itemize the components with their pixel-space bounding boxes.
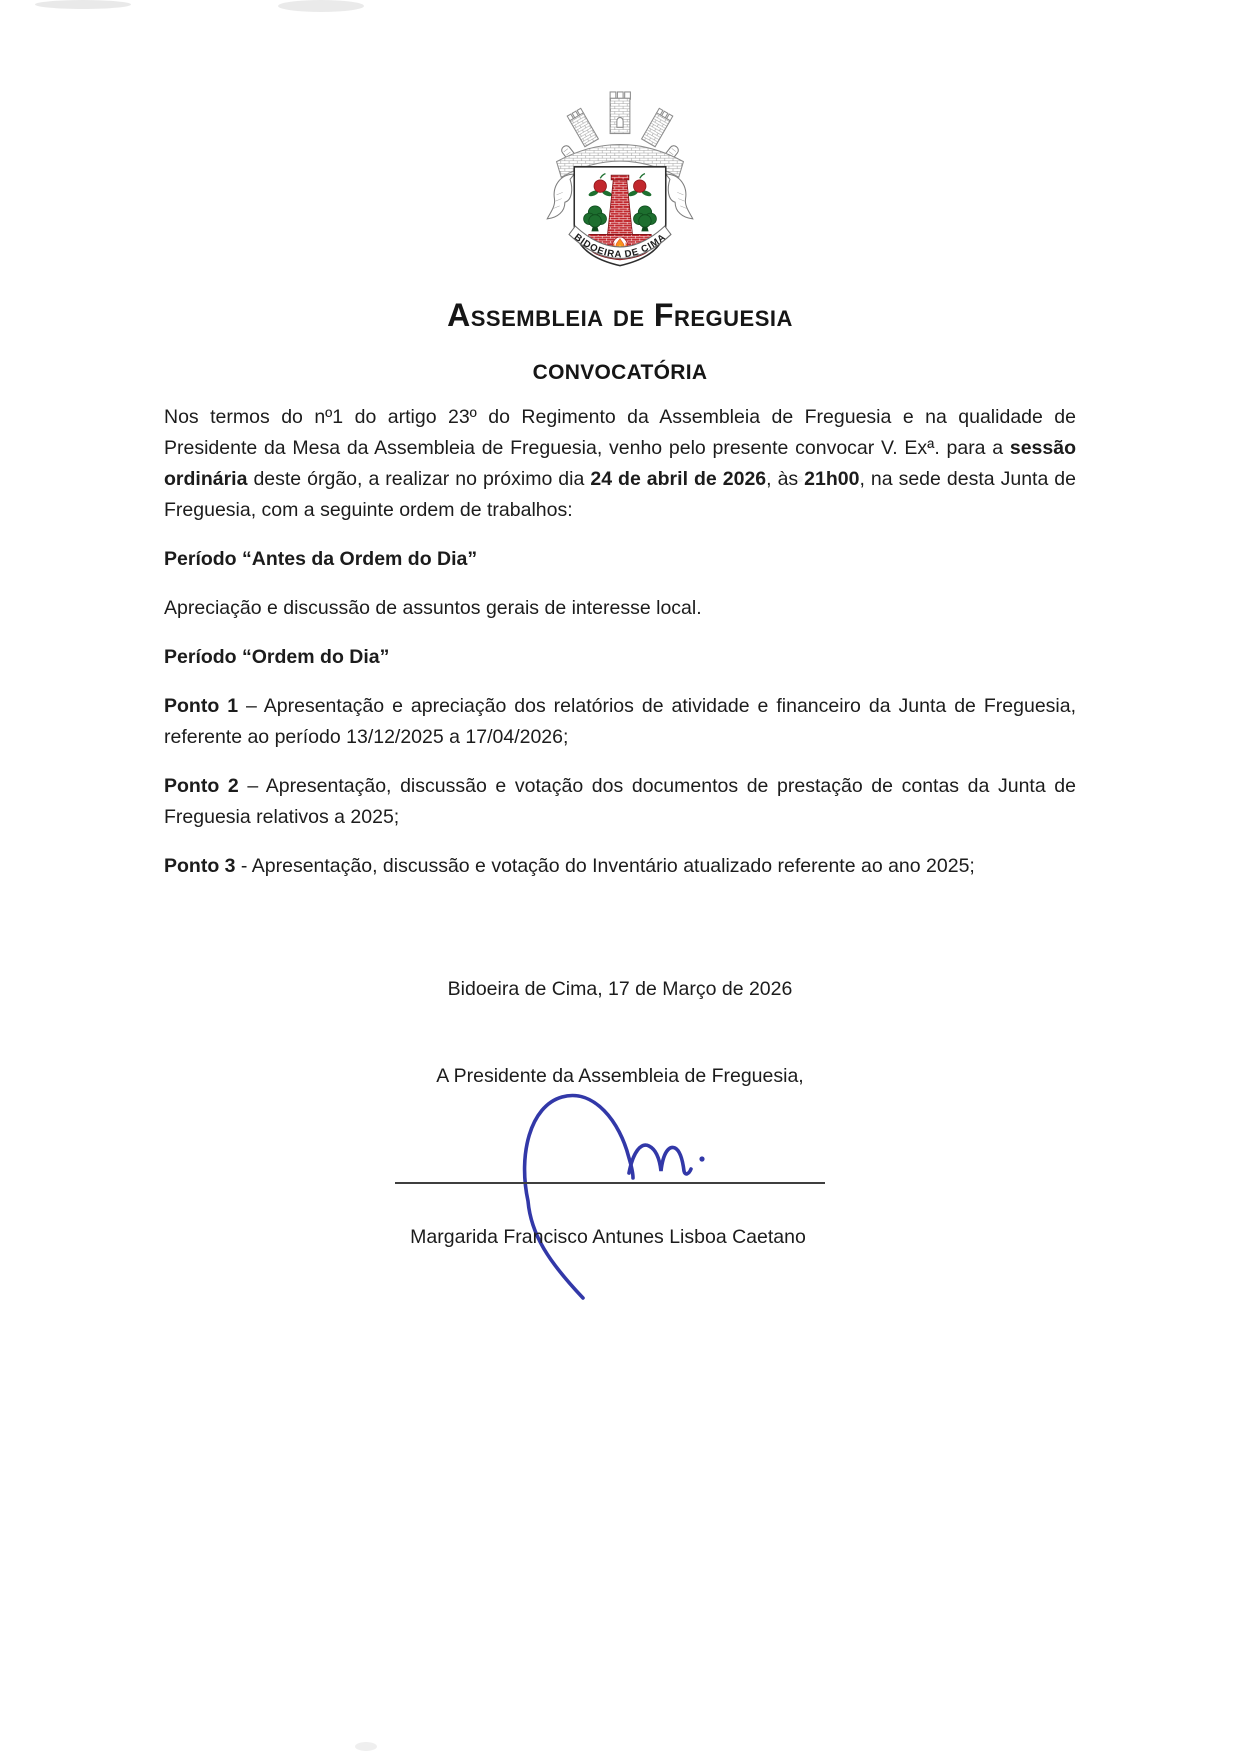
bold-run: Período “Antes da Ordem do Dia”: [164, 548, 478, 570]
bold-run: 21h00: [804, 468, 860, 490]
bold-run: Período “Ordem do Dia”: [164, 646, 390, 668]
signatory-role-line: A Presidente da Assembleia de Freguesia,: [436, 1065, 804, 1087]
text-run: – Apresentação e apreciação dos relatórios de atividade e financeiro da Junta de Freguesia, referente ao período 13/12/2025 a 17/04/2026;: [164, 695, 1077, 748]
paragraph: [164, 402, 1076, 526]
scan-artifact: [35, 0, 131, 9]
text-run: deste órgão, a realizar no próximo dia: [247, 468, 591, 490]
bold-run: Ponto 3: [164, 855, 236, 877]
text-run: – Apresentação, discussão e votação dos documentos de prestação de contas da Junta de Freguesia relativos a 2025;: [164, 775, 1076, 828]
scan-artifact: [278, 0, 364, 12]
signature-line: [395, 1182, 825, 1184]
paragraph: [164, 691, 1076, 753]
text-run: Nos termos do nº1 do artigo 23º do Regimento da Assembleia de Freguesia e na qualidade de Presidente da Mesa da Assembleia de Freguesia, venho pelo presente convocar V. Exª. para a: [164, 406, 1076, 459]
place-and-date-line: Bidoeira de Cima, 17 de Março de 2026: [447, 978, 793, 1000]
scan-artifact: [797, 476, 803, 482]
paragraph: [164, 851, 1076, 882]
paragraph: [164, 544, 1076, 575]
paragraph: [164, 771, 1076, 833]
paragraph: [164, 593, 1076, 624]
bold-run: Ponto 2: [164, 775, 239, 797]
text-run: - Apresentação, discussão e votação do Inventário atualizado referente ao ano 2025;: [235, 855, 975, 877]
bold-run: Ponto 1: [164, 695, 239, 717]
text-run: , às: [766, 468, 805, 490]
bold-run: 24 de abril de 2026: [590, 468, 767, 490]
crest-banner-text: BIDOEIRA DE CIMA: [571, 231, 669, 261]
signatory-name: Margarida Francisco Antunes Lisboa Caetano: [410, 1225, 806, 1248]
document-body: [164, 402, 1076, 882]
crest-svg: [542, 72, 698, 270]
document-subtitle: CONVOCATÓRIA: [532, 361, 708, 384]
text-run: , na sede desta Junta de Freguesia, com a seguinte ordem de trabalhos:: [164, 468, 1076, 521]
parish-coat-of-arms: [542, 72, 698, 275]
scroll-right: [666, 174, 693, 219]
scan-artifact: [355, 1742, 377, 1751]
scroll-left: [547, 174, 574, 219]
handwritten-signature: [450, 1085, 710, 1310]
page-title: Assembleia de Freguesia: [447, 297, 793, 333]
bold-run: sessão ordinária: [164, 437, 1076, 490]
mural-crown-icon: [557, 92, 684, 177]
text-run: Apreciação e discussão de assuntos gerais de interesse local.: [164, 597, 702, 619]
paragraph: [164, 642, 1076, 673]
